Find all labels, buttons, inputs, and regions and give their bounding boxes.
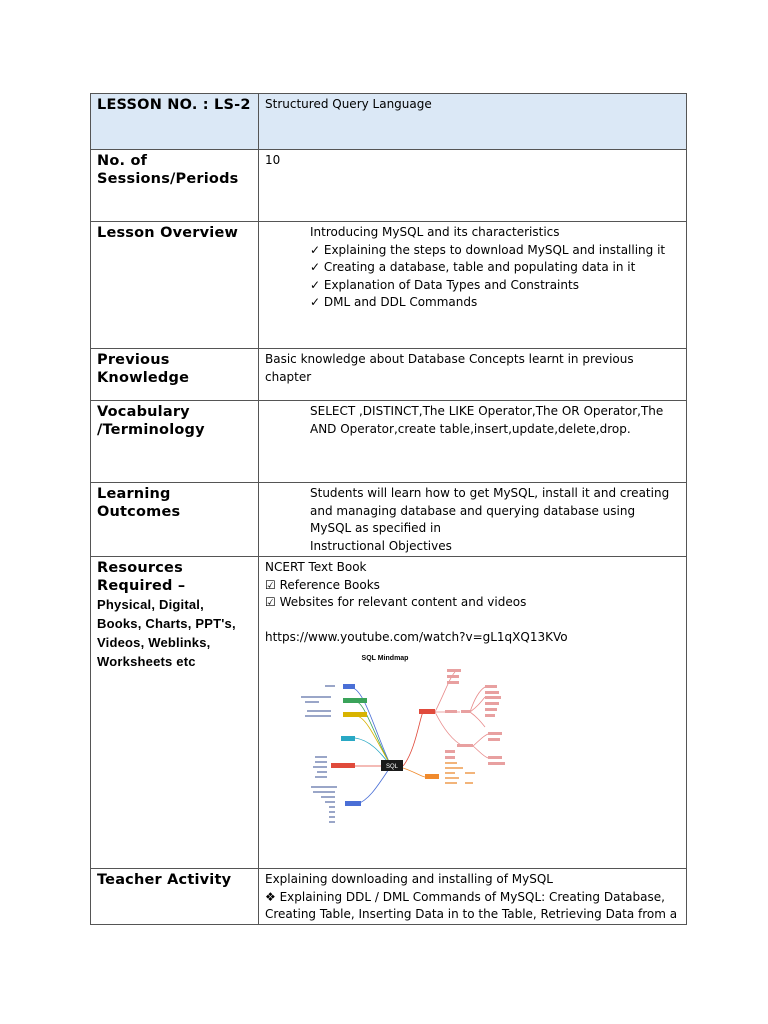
row-sessions [91, 150, 687, 222]
label-resources-sub: Physical, Digital, Books, Charts, PPT's, Videos, Weblinks, Worksheets etc [97, 597, 236, 669]
label-lesson-no: LESSON NO. : LS-2 [91, 94, 259, 150]
label-resources [91, 557, 259, 869]
value-overview [259, 222, 687, 349]
resource-line: ☑ Websites for relevant content and videos [265, 595, 527, 609]
overview-line: ✓ Explanation of Data Types and Constraints [310, 277, 579, 292]
label-teacher-activity: Teacher Activity [91, 869, 259, 925]
label-learning-outcomes: Learning Outcomes [91, 483, 259, 557]
mindmap-svg [285, 652, 505, 832]
mindmap-center-label: SQL [385, 764, 399, 770]
resource-line: NCERT Text Book [265, 560, 367, 574]
outcome-line: Instructional Objectives [310, 538, 452, 553]
value-resources [259, 557, 687, 869]
row-vocabulary [91, 401, 687, 483]
label-resources-main: Resources Required – [97, 560, 186, 594]
resource-line: ☑ Reference Books [265, 577, 380, 592]
overview-line: ✓ Creating a database, table and populating data in it [310, 260, 636, 274]
label-vocabulary: Vocabulary /Terminology [91, 401, 259, 483]
label-overview: Lesson Overview [91, 222, 259, 349]
outcome-line: Students will learn how to get MySQL, install it and creating and managing database and querying database using MySQL as specified in [310, 486, 670, 535]
row-overview [91, 222, 687, 349]
row-lesson-no [91, 94, 687, 150]
overview-line: ✓ Explaining the steps to download MySQL and installing it [310, 242, 666, 257]
row-resources [91, 557, 687, 869]
row-previous-knowledge [91, 349, 687, 401]
mindmap-title: SQL Mindmap [361, 655, 409, 662]
lesson-plan-table [90, 93, 687, 925]
teacher-activity-line: ❖ Explaining DDL / DML Commands of MySQL: Creating Database, Creating Table, Inserting Data in to the Table, Retrieving Data from a [265, 889, 678, 921]
label-sessions: No. of Sessions/Periods [91, 150, 259, 222]
sql-mindmap-image [285, 652, 680, 838]
overview-line: Introducing MySQL and its characteristics [310, 225, 560, 239]
value-sessions: 10 [259, 150, 687, 222]
value-vocabulary: SELECT ,DISTINCT,The LIKE Operator,The OR Operator,The AND Operator,create table,insert,update,delete,drop. [310, 404, 664, 436]
value-lesson-title: Structured Query Language [259, 94, 687, 150]
overview-line: ✓ DML and DDL Commands [310, 295, 478, 309]
youtube-link[interactable]: https://www.youtube.com/watch?v=gL1qXQ13KVo [265, 629, 568, 644]
row-learning-outcomes [91, 483, 687, 557]
value-previous-knowledge: Basic knowledge about Database Concepts learnt in previous chapter [259, 349, 687, 401]
value-teacher-activity [259, 869, 687, 925]
row-teacher-activity [91, 869, 687, 925]
label-previous-knowledge: Previous Knowledge [91, 349, 259, 401]
teacher-activity-line: Explaining downloading and installing of MySQL [265, 872, 553, 886]
